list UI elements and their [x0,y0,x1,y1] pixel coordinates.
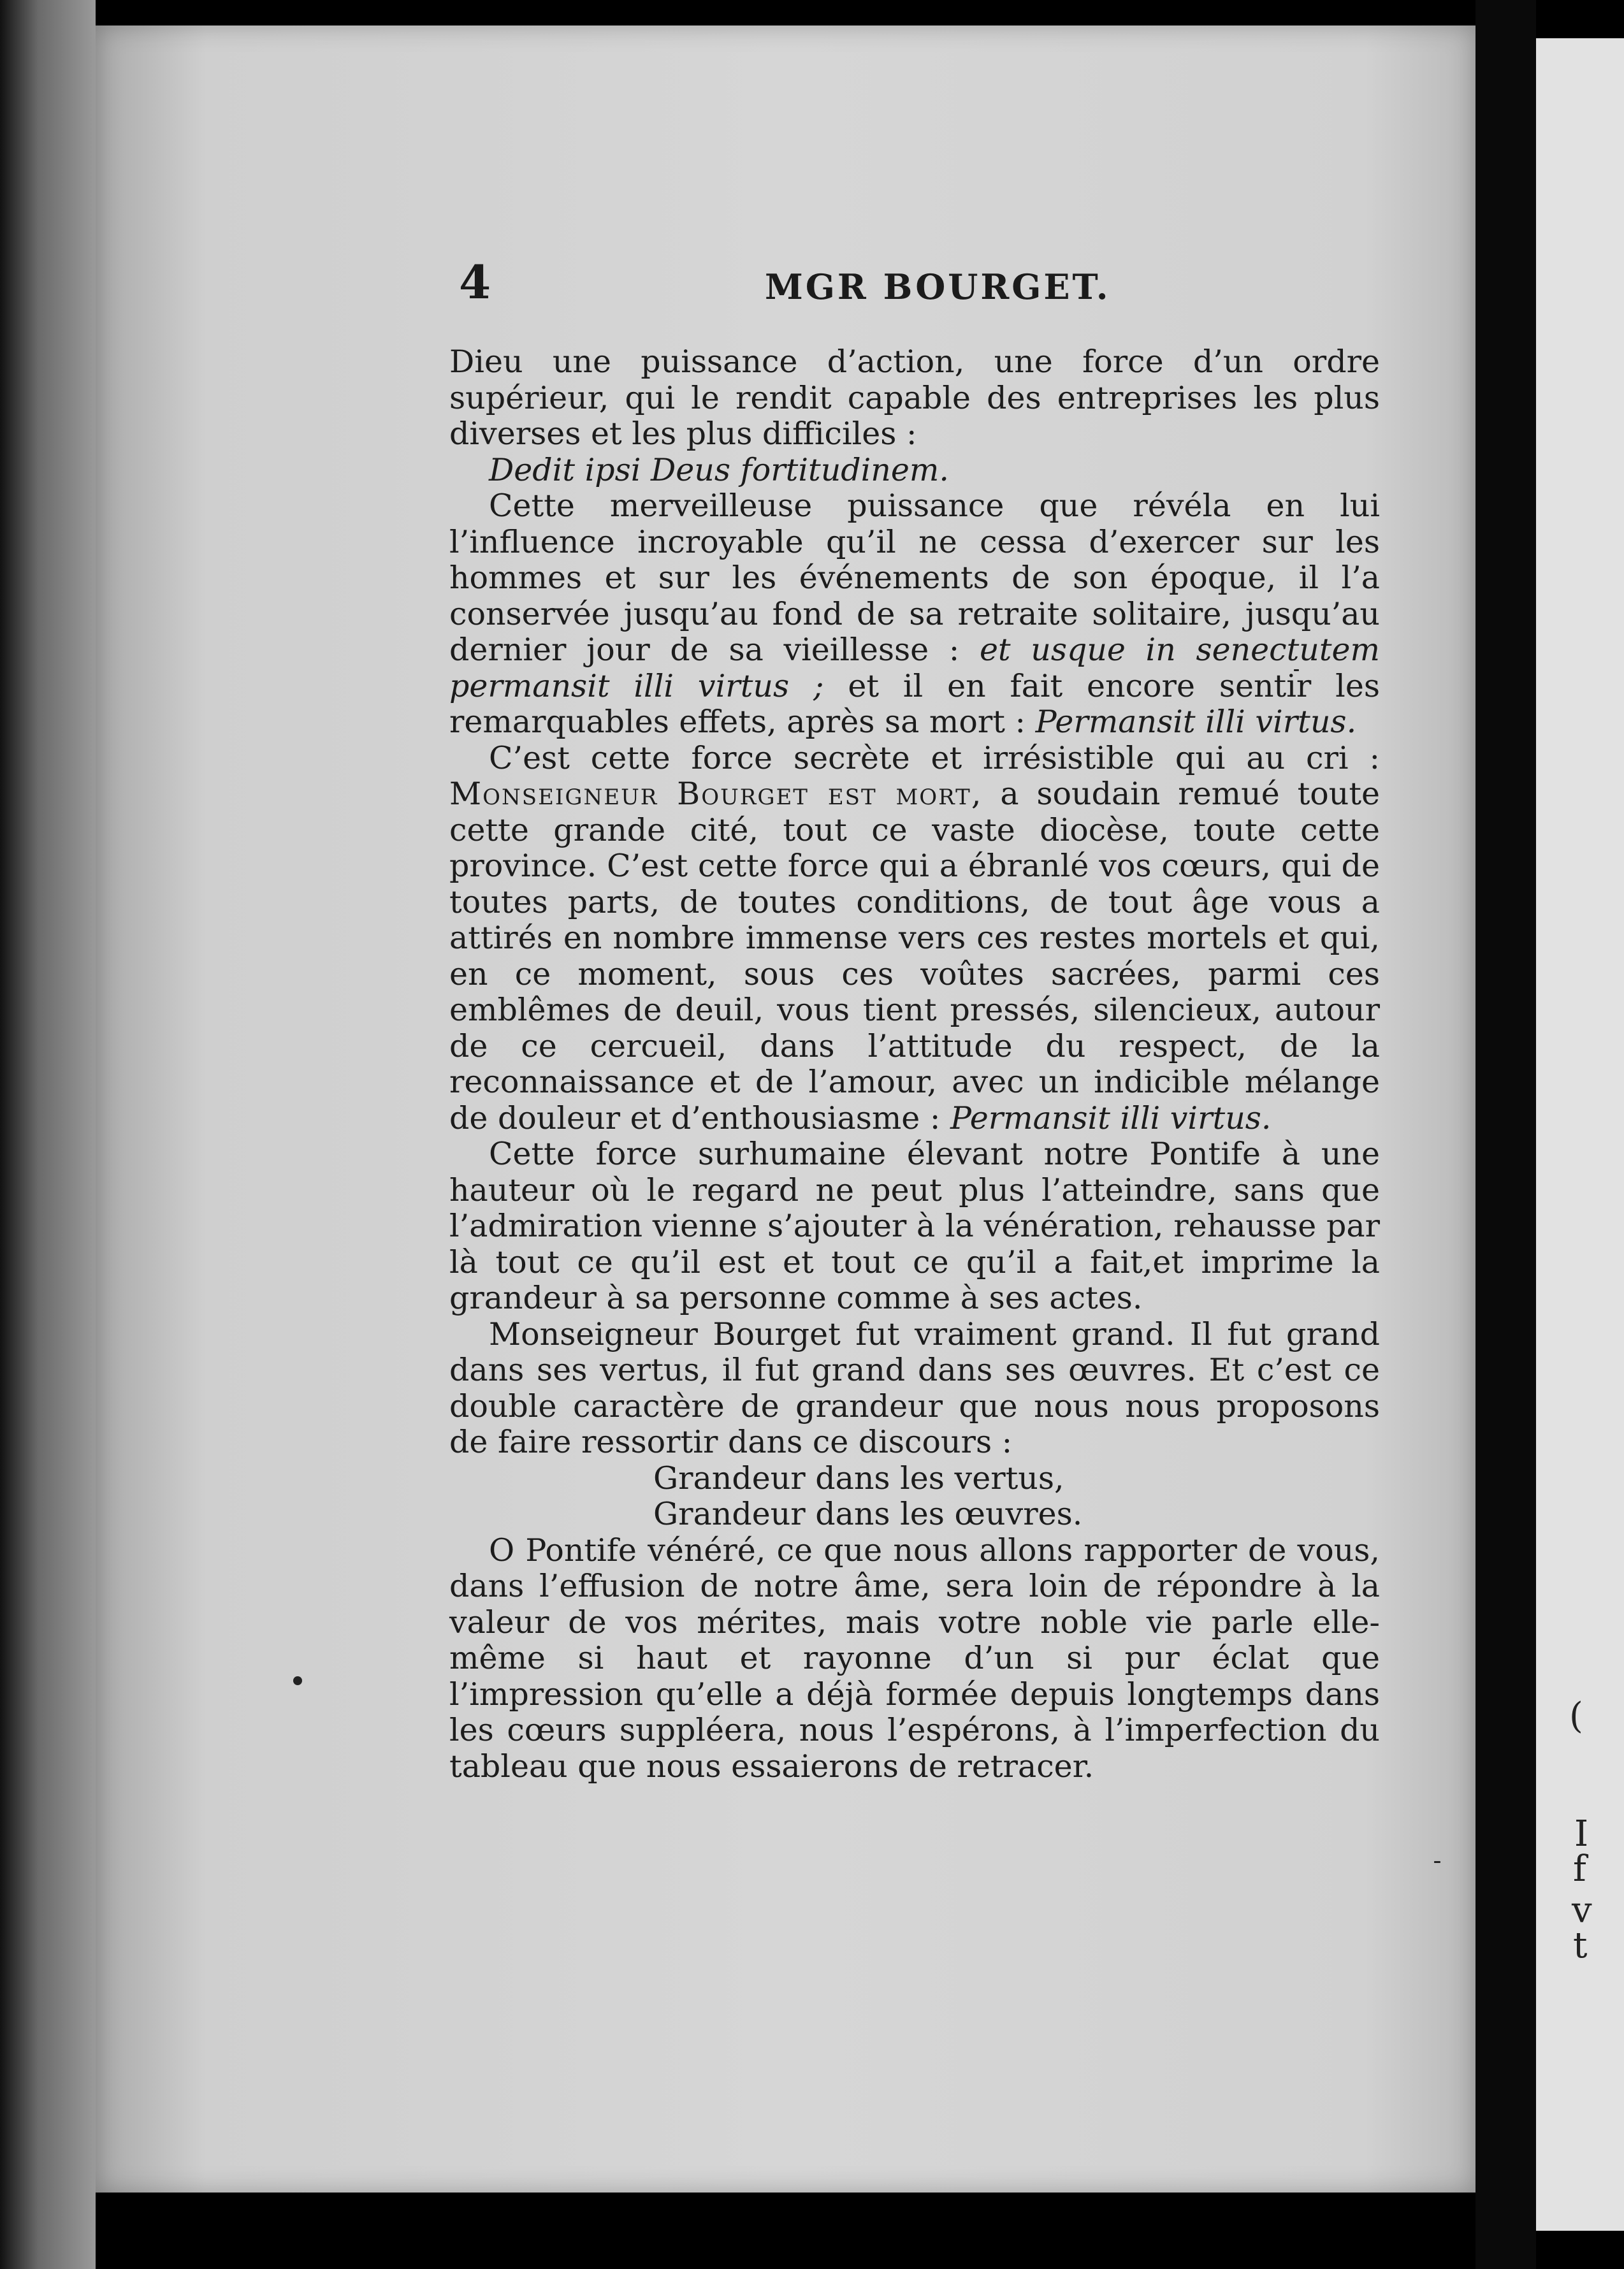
text-run: et il en fait encore sentir les remarquables effets, après sa mort : [449,667,1380,740]
latin-quote: Permansit illi virtus. [1035,704,1357,740]
facing-page-edge [1536,38,1624,2231]
paragraph: O Pontife vénéré, ce que nous allons rapporter de vous, dans l’effusion de notre âme, sera loin de répondre à la valeur de vos mérites, mais votre noble vie parle elle-même si haut et rayonne d’un si pur éclat que l’impression qu’elle a déjà formée depuis longtemps dans les cœurs suppléera, nous l’espérons, à l’imperfection du tableau que nous essaierons de retracer. [449,1532,1380,1785]
page-header [459,255,1135,312]
paragraph: Monseigneur Bourget fut vraiment grand. Il fut grand dans ses vertus, il fut grand dans ses œuvres. Et c’est ce double caractère de grandeur que nous nous proposons de faire ressortir dans ce discours : [449,1316,1380,1460]
latin-quote: et usque in senectutem permansit illi virtus ; [449,632,1380,704]
running-head: MGR BOURGET. [765,266,1111,307]
ink-speck [293,1676,302,1685]
book-edge [0,0,96,2269]
page-number: 4 [459,255,491,309]
text-run: a soudain remué toute cette grande cité, tout ce vaste diocèse, toute cette province. C’est cette force qui a ébranlé vos cœurs, qui de toutes parts, de toutes conditions, de tout âge vous a attirés en nombre immense vers ces restes mortels et qui, en ce moment, sous ces voûtes sacrées, parmi ces emblêmes de deuil, vous tient pressés, silencieux, autour de ce cercueil, dans l’attitude du respect, de la reconnaissance et de l’amour, avec un indicible mélange de douleur et d’enthousiasme : [449,776,1381,1136]
facing-page-fragment: f [1573,1848,1586,1890]
ink-speck [1434,1861,1440,1863]
book-gutter [1475,0,1536,2269]
division-line: Grandeur dans les vertus, [653,1460,1064,1497]
text-run: C’est cette force secrète et irrésistible qui au cri : [489,739,1380,776]
facing-page-fragment: t [1573,1925,1588,1966]
paragraph: Dieu une puissance d’action, une force d’un ordre supérieur, qui le rendit capable des entreprises les plus diverses et les plus difficiles : [449,344,1380,452]
text-run: Cette merveilleuse puissance que révéla en lui l’influence incroyable qu’il ne cessa d’exercer sur les hommes et sur les événements de son époque, il l’a conservée jusqu’au fond de sa retraite solitaire, jusqu’au dernier jour de sa vieillesse : [449,488,1380,668]
small-caps-phrase: Monseigneur Bourget est mort, [449,776,983,812]
paragraph: Cette force surhumaine élevant notre Pontife à une hauteur où le regard ne peut plus l’atteindre, sans que l’admiration vienne s’ajouter à la vénération, rehausse par là tout ce qu’il est et tout ce qu’il a fait,et imprime la grandeur à sa personne comme à ses actes. [449,1136,1380,1316]
latin-quote: Dedit ipsi Deus fortitudinem. [489,451,949,488]
facing-page-fragment: I [1574,1813,1589,1855]
facing-page-fragment: v [1572,1890,1592,1931]
body-text [449,344,1380,1785]
latin-quote: Permansit illi virtus. [950,1099,1272,1136]
facing-page-fragment: ( [1569,1695,1583,1737]
paragraph [449,488,1380,741]
paragraph [449,741,1380,1137]
division-line: Grandeur dans les œuvres. [653,1496,1083,1532]
